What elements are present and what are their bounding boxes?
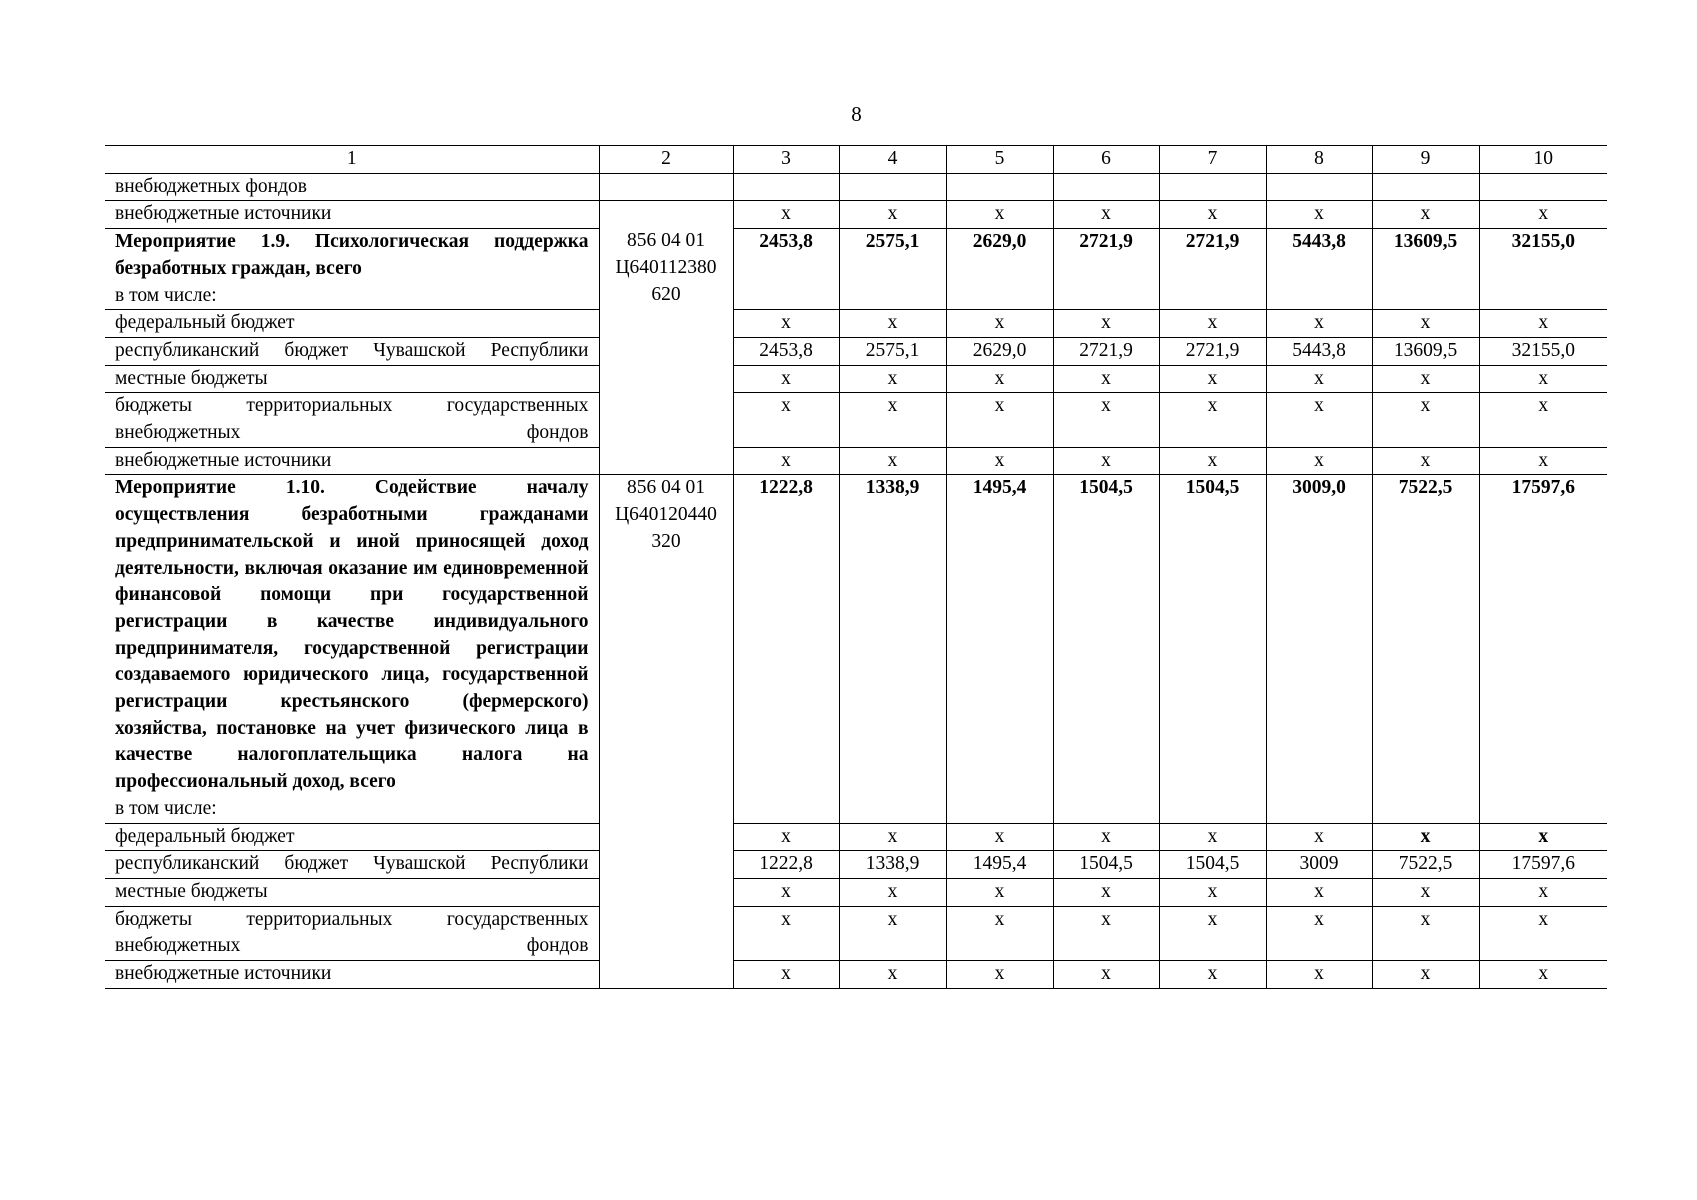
value-cell: х — [1479, 201, 1607, 229]
table-row — [105, 393, 1607, 447]
value-cell: х — [733, 961, 839, 989]
value-cell: 1504,5 — [1159, 851, 1266, 879]
table-row — [105, 475, 1607, 823]
table-row — [105, 851, 1607, 879]
measure-title: Мероприятие 1.10. Содействие началу осуществления безработными гражданами предпринимательской и иной приносящей доход деятельности, включая оказание им единовременной финансовой помощи при государственной регистрации в качестве индивидуального предпринимателя, государственной регистрации создаваемого юридического лица, государственной регистрации крестьянского (фермерского) хозяйства, постановке на учет физического лица в качестве налогоплательщика налога на профессиональный доход, всего — [115, 477, 589, 793]
value-cell: х — [946, 201, 1053, 229]
value-cell: х — [1266, 201, 1372, 229]
value-cell: х — [733, 201, 839, 229]
value-cell: х — [1159, 961, 1266, 989]
value-cell: х — [733, 878, 839, 906]
value-cell: 1222,8 — [733, 475, 839, 823]
budget-code-line: Ц640112380 — [615, 256, 717, 278]
row-label: внебюджетные источники — [105, 961, 599, 989]
row-label: местные бюджеты — [105, 878, 599, 906]
value-cell: 3009 — [1266, 851, 1372, 879]
value-cell: х — [1372, 823, 1479, 851]
value-cell: х — [1372, 447, 1479, 475]
value-cell: х — [1372, 393, 1479, 447]
value-cell: 13609,5 — [1372, 337, 1479, 365]
table-row — [105, 365, 1607, 393]
table-row — [105, 823, 1607, 851]
value-cell: 2575,1 — [839, 229, 946, 310]
value-cell: х — [1053, 447, 1159, 475]
value-cell — [1053, 173, 1159, 201]
value-cell: х — [1159, 365, 1266, 393]
value-cell: х — [1479, 310, 1607, 338]
value-cell: 1495,4 — [946, 851, 1053, 879]
value-cell: х — [946, 310, 1053, 338]
value-cell — [1479, 173, 1607, 201]
row-label — [105, 229, 599, 310]
value-cell: х — [1053, 823, 1159, 851]
including-label: в том числе: — [115, 284, 217, 306]
row-label: местные бюджеты — [105, 365, 599, 393]
value-cell: 2575,1 — [839, 337, 946, 365]
table-row — [105, 878, 1607, 906]
value-cell: 2721,9 — [1053, 337, 1159, 365]
budget-code-cell — [599, 173, 733, 201]
value-cell: х — [1266, 365, 1372, 393]
value-cell: х — [1266, 878, 1372, 906]
value-cell: х — [1266, 961, 1372, 989]
value-cell: 2453,8 — [733, 337, 839, 365]
value-cell: х — [946, 961, 1053, 989]
budget-code-cell — [599, 475, 733, 988]
table-row — [105, 447, 1607, 475]
column-header: 8 — [1266, 146, 1372, 174]
value-cell: х — [1053, 906, 1159, 960]
value-cell: х — [946, 447, 1053, 475]
including-label: в том числе: — [115, 797, 217, 819]
value-cell: х — [946, 823, 1053, 851]
table-row — [105, 229, 1607, 310]
value-cell: х — [1372, 878, 1479, 906]
value-cell — [733, 173, 839, 201]
value-cell: х — [1266, 393, 1372, 447]
budget-code-line: 856 04 01 — [627, 477, 705, 499]
value-cell: х — [1159, 310, 1266, 338]
value-cell: х — [1372, 201, 1479, 229]
value-cell: х — [1479, 365, 1607, 393]
value-cell: 5443,8 — [1266, 337, 1372, 365]
value-cell: х — [839, 906, 946, 960]
value-cell: 1222,8 — [733, 851, 839, 879]
row-label: республиканский бюджет Чувашской Республики — [105, 337, 599, 365]
value-cell: 2721,9 — [1053, 229, 1159, 310]
budget-code-line: 620 — [651, 283, 681, 305]
value-cell: х — [1479, 447, 1607, 475]
value-cell — [1372, 173, 1479, 201]
value-cell: х — [1266, 823, 1372, 851]
column-header: 1 — [105, 146, 599, 174]
value-cell — [1266, 173, 1372, 201]
value-cell: х — [1479, 906, 1607, 960]
value-cell: х — [839, 365, 946, 393]
value-cell: х — [839, 393, 946, 447]
row-label: внебюджетные источники — [105, 447, 599, 475]
value-cell: 32155,0 — [1479, 229, 1607, 310]
value-cell: х — [1479, 878, 1607, 906]
value-cell: х — [1266, 447, 1372, 475]
row-label: внебюджетных фондов — [105, 173, 599, 201]
row-label — [105, 475, 599, 823]
value-cell: 5443,8 — [1266, 229, 1372, 310]
row-label: внебюджетные источники — [105, 201, 599, 229]
row-label: федеральный бюджет — [105, 823, 599, 851]
value-cell: х — [1159, 906, 1266, 960]
table-row — [105, 906, 1607, 960]
value-cell: х — [839, 878, 946, 906]
value-cell: х — [733, 447, 839, 475]
value-cell — [946, 173, 1053, 201]
value-cell: х — [1372, 961, 1479, 989]
value-cell: х — [1053, 878, 1159, 906]
budget-code-line: Ц640120440 — [615, 504, 717, 526]
value-cell: х — [1053, 365, 1159, 393]
value-cell: х — [1159, 878, 1266, 906]
value-cell: х — [1479, 961, 1607, 989]
value-cell: х — [946, 906, 1053, 960]
value-cell: х — [946, 365, 1053, 393]
value-cell: х — [1266, 906, 1372, 960]
column-header: 7 — [1159, 146, 1266, 174]
value-cell: х — [839, 447, 946, 475]
column-header: 10 — [1479, 146, 1607, 174]
value-cell: х — [1479, 823, 1607, 851]
value-cell: 7522,5 — [1372, 851, 1479, 879]
value-cell: х — [1159, 393, 1266, 447]
value-cell: 17597,6 — [1479, 475, 1607, 823]
table-row — [105, 337, 1607, 365]
value-cell: 1504,5 — [1053, 851, 1159, 879]
value-cell: х — [946, 393, 1053, 447]
row-label: бюджеты территориальных государственных внебюджетных фондов — [105, 393, 599, 447]
value-cell: 32155,0 — [1479, 337, 1607, 365]
value-cell: х — [733, 310, 839, 338]
table-row — [105, 173, 1607, 201]
value-cell: х — [733, 906, 839, 960]
value-cell: 2629,0 — [946, 337, 1053, 365]
value-cell: х — [1372, 906, 1479, 960]
value-cell: х — [733, 823, 839, 851]
table-row — [105, 961, 1607, 989]
value-cell — [1159, 173, 1266, 201]
budget-code-line: 320 — [651, 530, 681, 552]
value-cell: 1504,5 — [1159, 475, 1266, 823]
column-header: 5 — [946, 146, 1053, 174]
value-cell: 2721,9 — [1159, 337, 1266, 365]
value-cell: х — [733, 393, 839, 447]
value-cell: х — [1372, 310, 1479, 338]
value-cell: 13609,5 — [1372, 229, 1479, 310]
header-row — [105, 146, 1607, 174]
row-label: республиканский бюджет Чувашской Республики — [105, 851, 599, 879]
column-header: 2 — [599, 146, 733, 174]
value-cell: 1338,9 — [839, 851, 946, 879]
value-cell: х — [1159, 201, 1266, 229]
value-cell: 2721,9 — [1159, 229, 1266, 310]
value-cell: х — [1053, 310, 1159, 338]
column-header: 6 — [1053, 146, 1159, 174]
value-cell: 2453,8 — [733, 229, 839, 310]
value-cell: х — [839, 961, 946, 989]
value-cell: 7522,5 — [1372, 475, 1479, 823]
budget-code-cell — [599, 201, 733, 475]
value-cell: 1495,4 — [946, 475, 1053, 823]
value-cell: х — [1479, 393, 1607, 447]
table-row — [105, 310, 1607, 338]
value-cell: 1504,5 — [1053, 475, 1159, 823]
value-cell: х — [1053, 393, 1159, 447]
value-cell: 3009,0 — [1266, 475, 1372, 823]
value-cell: х — [1159, 447, 1266, 475]
value-cell: 17597,6 — [1479, 851, 1607, 879]
value-cell: х — [1266, 310, 1372, 338]
value-cell: х — [1053, 201, 1159, 229]
budget-table — [105, 145, 1607, 989]
column-header: 9 — [1372, 146, 1479, 174]
value-cell: х — [1372, 365, 1479, 393]
row-label: бюджеты территориальных государственных внебюджетных фондов — [105, 906, 599, 960]
value-cell: 1338,9 — [839, 475, 946, 823]
value-cell — [839, 173, 946, 201]
column-header: 4 — [839, 146, 946, 174]
value-cell: х — [839, 823, 946, 851]
column-header: 3 — [733, 146, 839, 174]
value-cell: х — [946, 878, 1053, 906]
table-row — [105, 201, 1607, 229]
value-cell: х — [839, 201, 946, 229]
value-cell: х — [1053, 961, 1159, 989]
budget-code-line: 856 04 01 — [627, 230, 705, 252]
value-cell: х — [1159, 823, 1266, 851]
row-label: федеральный бюджет — [105, 310, 599, 338]
value-cell: х — [839, 310, 946, 338]
measure-title: Мероприятие 1.9. Психологическая поддержка безработных граждан, всего — [115, 231, 589, 279]
value-cell: х — [733, 365, 839, 393]
value-cell: 2629,0 — [946, 229, 1053, 310]
page-number: 8 — [851, 102, 862, 126]
